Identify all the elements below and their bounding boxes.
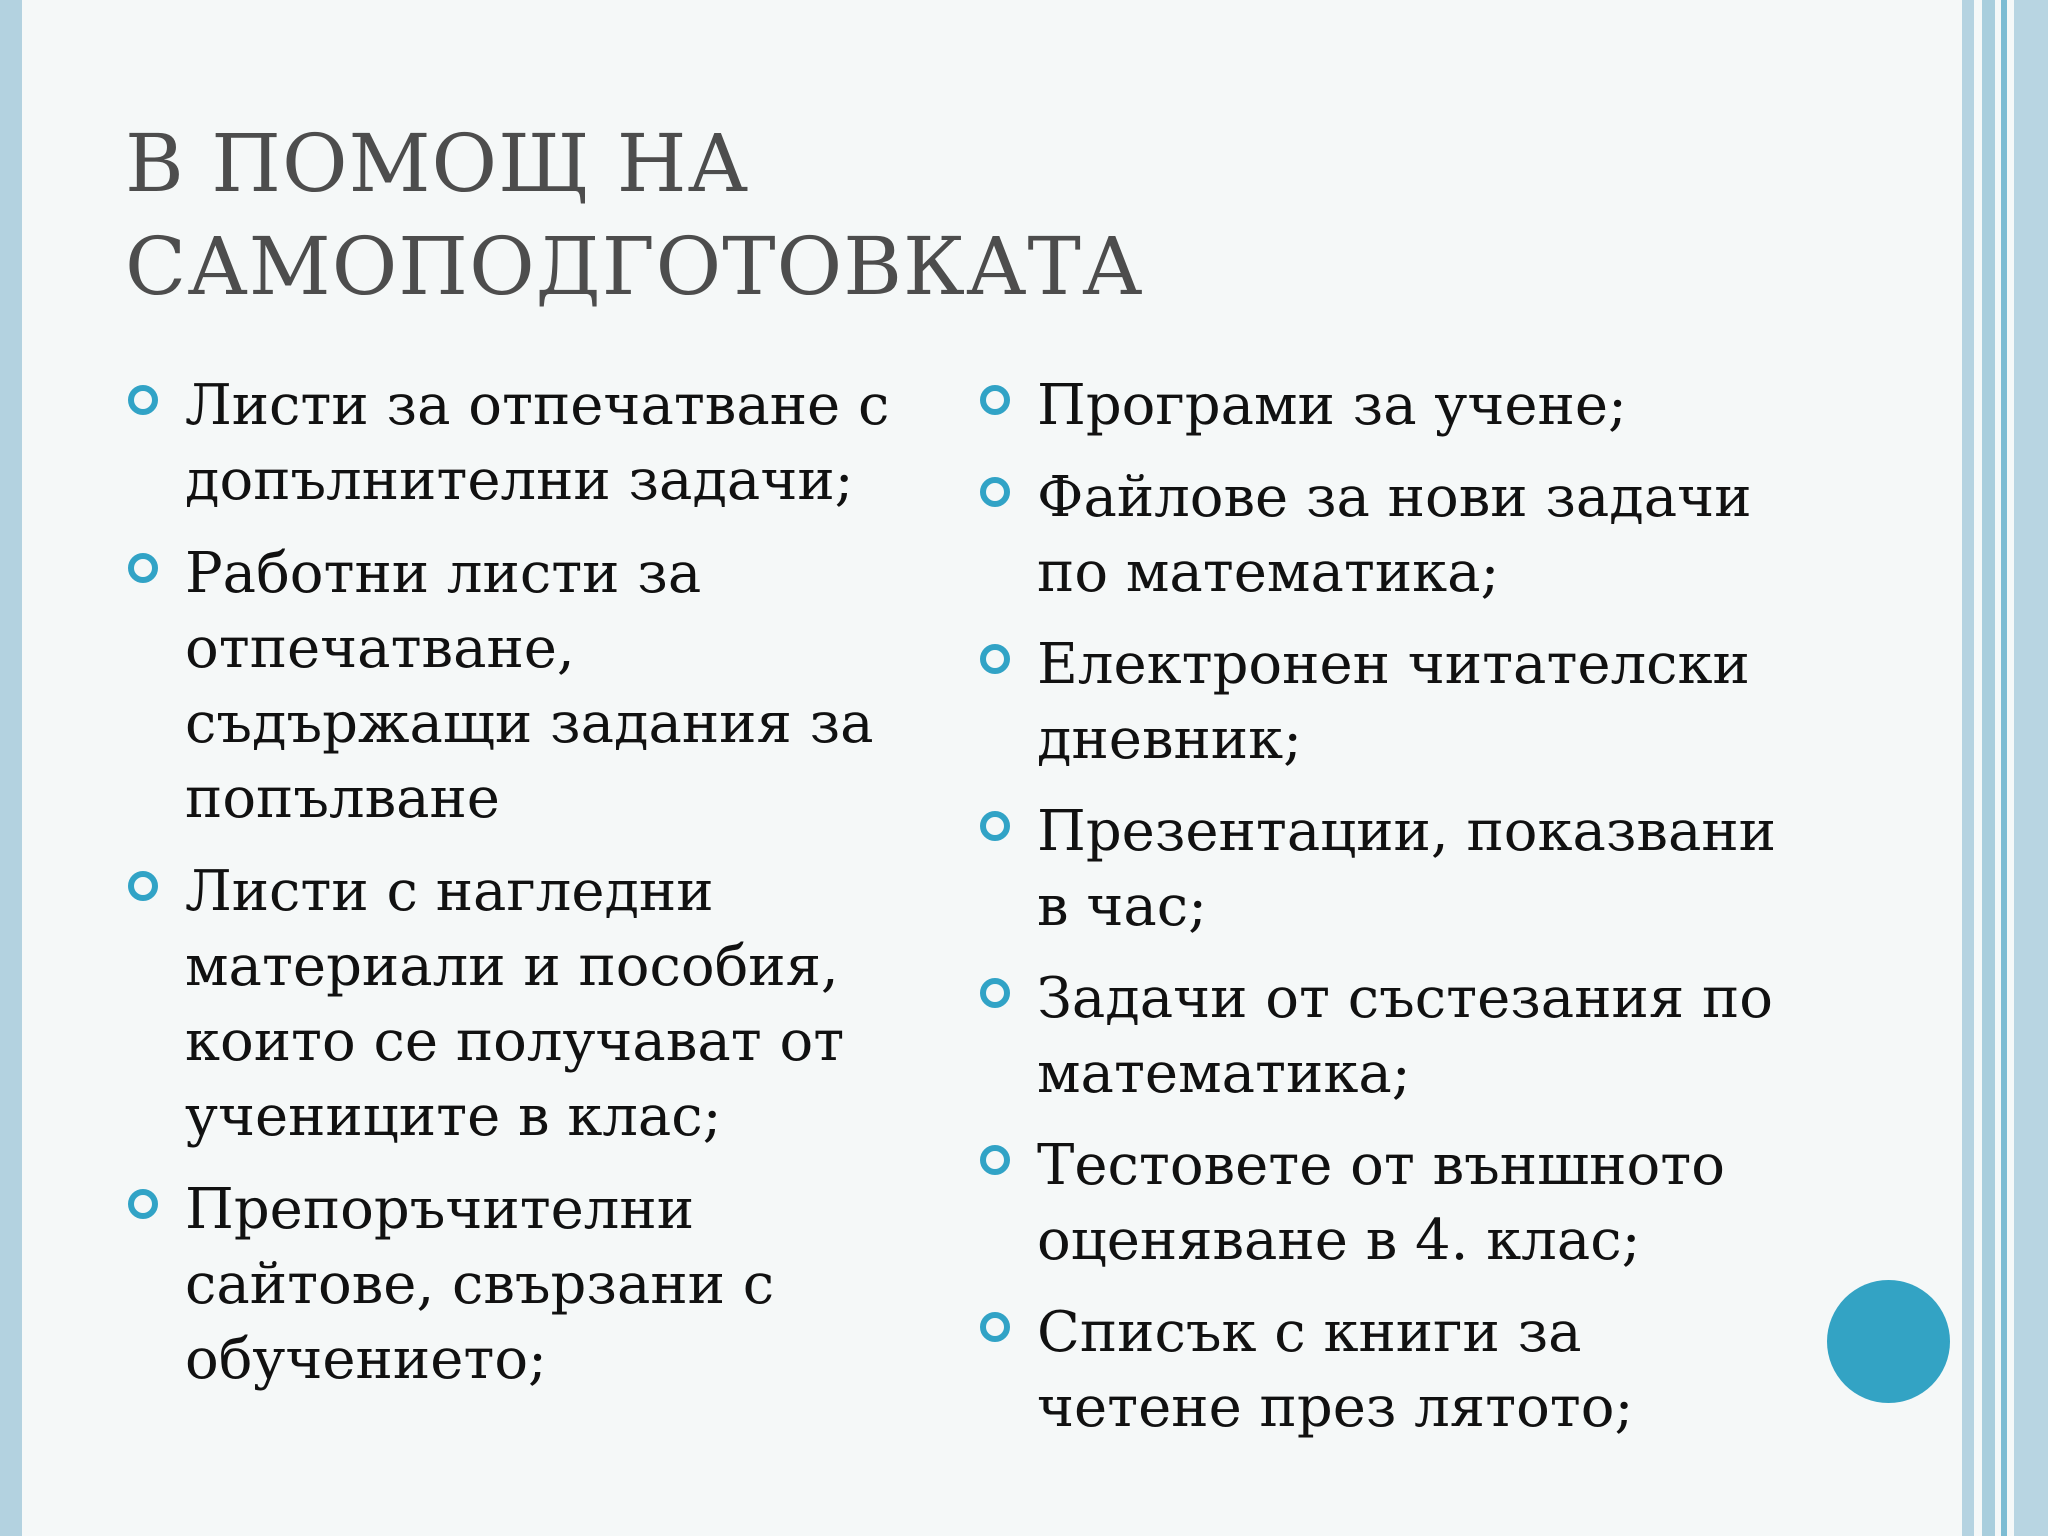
slide-title [125, 112, 1143, 318]
list-item-text: Електронен читателски дневник; [1037, 632, 1750, 772]
ring-bullet-icon [980, 978, 1010, 1008]
list-item-text: Задачи от състезания по математика; [1037, 966, 1774, 1106]
title-line-1: В ПОМОЩ НА [125, 117, 750, 210]
list-item [980, 627, 1780, 777]
left-border-stripe [0, 0, 22, 1536]
ring-bullet-icon [980, 811, 1010, 841]
right-border-stripe-4 [2014, 0, 2048, 1536]
ring-bullet-icon [980, 1312, 1010, 1342]
list-item-text: Листи с нагледни материали и пособия, които се получават от учениците в клас; [185, 859, 845, 1149]
list-item [128, 368, 928, 518]
list-item-text: Презентации, показвани в час; [1037, 799, 1776, 939]
right-bullet-list [980, 368, 1780, 1462]
title-line-2: САМОПОДГОТОВКАТА [125, 220, 1144, 313]
ring-bullet-icon [980, 1145, 1010, 1175]
decorative-circle-icon [1827, 1280, 1950, 1403]
right-border-stripe-3 [2001, 0, 2007, 1536]
ring-bullet-icon [128, 553, 158, 583]
ring-bullet-icon [128, 385, 158, 415]
list-item-text: Работни листи за отпечатване, съдържащи задания за попълване [185, 541, 874, 831]
list-item [980, 1128, 1780, 1278]
ring-bullet-icon [128, 871, 158, 901]
left-bullet-list [128, 368, 928, 1415]
ring-bullet-icon [128, 1189, 158, 1219]
list-item [980, 794, 1780, 944]
list-item-text: Тестовете от външното оценяване в 4. клас; [1037, 1133, 1725, 1273]
right-border-stripe-1 [1962, 0, 1974, 1536]
ring-bullet-icon [980, 385, 1010, 415]
list-item [980, 1295, 1780, 1445]
list-item-text: Листи за отпечатване с допълнителни задачи; [185, 373, 890, 513]
list-item [980, 368, 1780, 443]
right-border-stripe-2 [1982, 0, 1995, 1536]
list-item [128, 536, 928, 836]
ring-bullet-icon [980, 644, 1010, 674]
list-item-text: Препоръчителни сайтове, свързани с обучението; [185, 1177, 775, 1392]
list-item [128, 854, 928, 1154]
list-item [128, 1172, 928, 1397]
list-item-text: Програми за учене; [1037, 373, 1627, 438]
list-item-text: Файлове за нови задачи по математика; [1037, 465, 1752, 605]
list-item-text: Списък с книги за четене през лятото; [1037, 1300, 1634, 1440]
ring-bullet-icon [980, 477, 1010, 507]
list-item [980, 460, 1780, 610]
list-item [980, 961, 1780, 1111]
